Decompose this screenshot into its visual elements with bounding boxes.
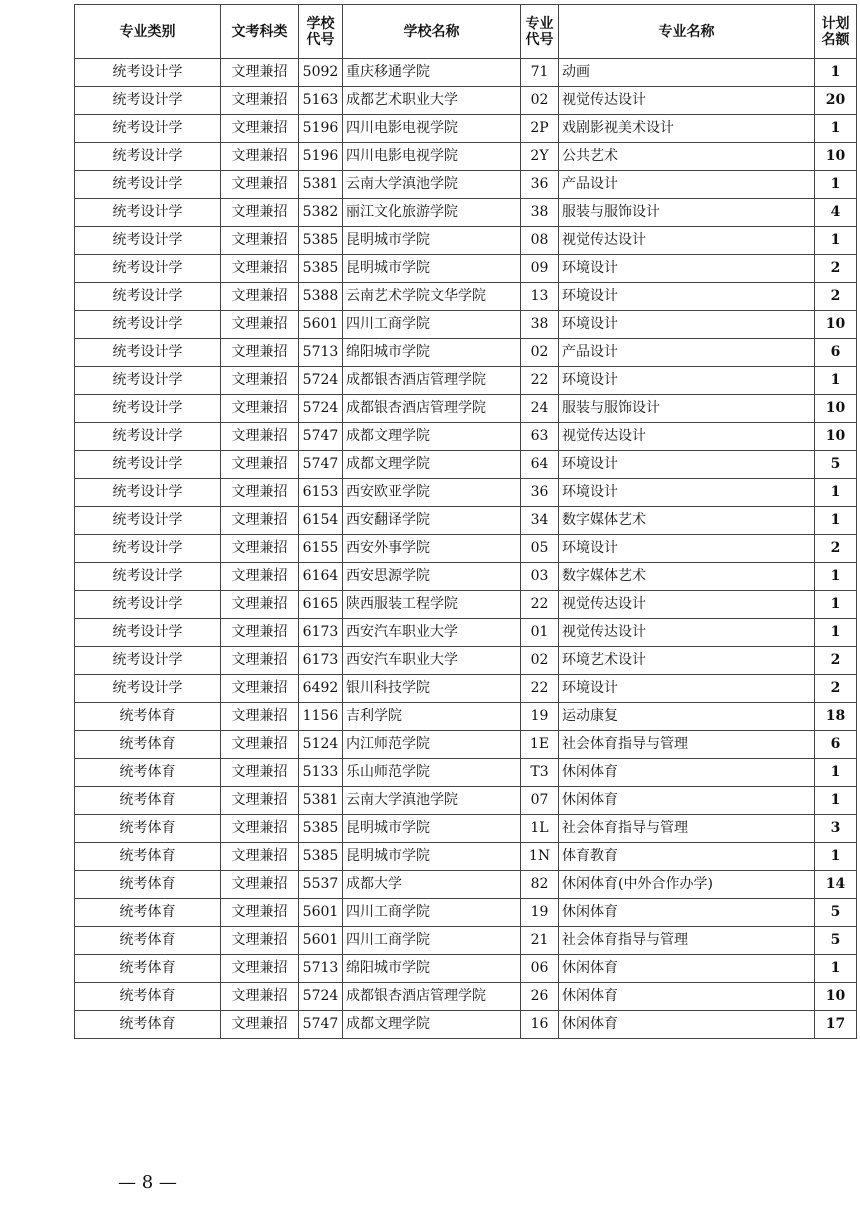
cell-major-name: 休闲体育 (559, 1011, 815, 1039)
cell-school-name: 四川电影电视学院 (343, 143, 521, 171)
cell-category: 统考设计学 (75, 619, 221, 647)
cell-subject: 文理兼招 (221, 339, 299, 367)
cell-major-name: 社会体育指导与管理 (559, 815, 815, 843)
cell-quota: 3 (815, 815, 857, 843)
cell-major-code: 02 (521, 87, 559, 115)
cell-category: 统考体育 (75, 927, 221, 955)
cell-major-name: 休闲体育 (559, 899, 815, 927)
cell-school-code: 6173 (299, 619, 343, 647)
cell-major-code: 22 (521, 675, 559, 703)
table-row (75, 619, 857, 647)
cell-major-name: 休闲体育 (559, 759, 815, 787)
table-row (75, 871, 857, 899)
cell-subject: 文理兼招 (221, 843, 299, 871)
cell-subject: 文理兼招 (221, 59, 299, 87)
cell-major-code: 64 (521, 451, 559, 479)
cell-category: 统考设计学 (75, 115, 221, 143)
cell-quota: 14 (815, 871, 857, 899)
cell-school-name: 成都文理学院 (343, 1011, 521, 1039)
cell-major-name: 环境设计 (559, 283, 815, 311)
cell-school-code: 5385 (299, 227, 343, 255)
cell-quota: 4 (815, 199, 857, 227)
cell-school-name: 成都银杏酒店管理学院 (343, 395, 521, 423)
cell-quota: 1 (815, 171, 857, 199)
cell-major-code: 19 (521, 899, 559, 927)
table-header-row (75, 5, 857, 59)
table-body (75, 59, 857, 1039)
cell-subject: 文理兼招 (221, 143, 299, 171)
cell-subject: 文理兼招 (221, 871, 299, 899)
cell-school-code: 5196 (299, 115, 343, 143)
cell-quota: 2 (815, 675, 857, 703)
table-row (75, 535, 857, 563)
header-quota: 计划名额 (815, 5, 857, 59)
table-row (75, 563, 857, 591)
cell-major-code: 22 (521, 591, 559, 619)
cell-major-name: 环境设计 (559, 535, 815, 563)
cell-quota: 2 (815, 647, 857, 675)
header-subject: 文考科类 (221, 5, 299, 59)
cell-major-name: 环境设计 (559, 311, 815, 339)
cell-school-code: 5124 (299, 731, 343, 759)
cell-subject: 文理兼招 (221, 899, 299, 927)
table-row (75, 983, 857, 1011)
cell-school-name: 西安汽车职业大学 (343, 647, 521, 675)
cell-category: 统考体育 (75, 899, 221, 927)
cell-category: 统考设计学 (75, 171, 221, 199)
cell-school-code: 5381 (299, 787, 343, 815)
cell-quota: 18 (815, 703, 857, 731)
cell-major-code: 38 (521, 199, 559, 227)
cell-major-name: 视觉传达设计 (559, 227, 815, 255)
cell-school-name: 成都文理学院 (343, 451, 521, 479)
cell-school-name: 绵阳城市学院 (343, 339, 521, 367)
cell-subject: 文理兼招 (221, 983, 299, 1011)
cell-major-name: 产品设计 (559, 339, 815, 367)
cell-quota: 1 (815, 507, 857, 535)
cell-category: 统考体育 (75, 787, 221, 815)
cell-major-code: 13 (521, 283, 559, 311)
cell-major-name: 服装与服饰设计 (559, 199, 815, 227)
cell-school-code: 1156 (299, 703, 343, 731)
cell-category: 统考设计学 (75, 647, 221, 675)
cell-school-name: 陕西服装工程学院 (343, 591, 521, 619)
cell-school-name: 四川工商学院 (343, 927, 521, 955)
cell-major-name: 数字媒体艺术 (559, 563, 815, 591)
cell-school-code: 5747 (299, 1011, 343, 1039)
cell-major-name: 环境设计 (559, 451, 815, 479)
cell-major-code: T3 (521, 759, 559, 787)
cell-school-name: 西安欧亚学院 (343, 479, 521, 507)
cell-school-code: 5713 (299, 955, 343, 983)
cell-school-name: 西安汽车职业大学 (343, 619, 521, 647)
cell-school-name: 吉利学院 (343, 703, 521, 731)
cell-category: 统考体育 (75, 759, 221, 787)
cell-category: 统考设计学 (75, 563, 221, 591)
cell-school-name: 丽江文化旅游学院 (343, 199, 521, 227)
header-school-code: 学校代号 (299, 5, 343, 59)
table-row (75, 199, 857, 227)
cell-school-name: 四川工商学院 (343, 311, 521, 339)
cell-school-code: 6153 (299, 479, 343, 507)
cell-school-code: 5385 (299, 815, 343, 843)
cell-school-code: 6165 (299, 591, 343, 619)
cell-major-code: 21 (521, 927, 559, 955)
cell-quota: 10 (815, 143, 857, 171)
cell-subject: 文理兼招 (221, 115, 299, 143)
table-row (75, 339, 857, 367)
cell-major-code: 2Y (521, 143, 559, 171)
cell-quota: 2 (815, 535, 857, 563)
header-major-code: 专业代号 (521, 5, 559, 59)
cell-quota: 6 (815, 731, 857, 759)
cell-subject: 文理兼招 (221, 479, 299, 507)
table-row (75, 395, 857, 423)
cell-subject: 文理兼招 (221, 759, 299, 787)
cell-category: 统考设计学 (75, 591, 221, 619)
header-category: 专业类别 (75, 5, 221, 59)
table-row (75, 731, 857, 759)
cell-quota: 2 (815, 255, 857, 283)
cell-quota: 10 (815, 395, 857, 423)
cell-category: 统考体育 (75, 843, 221, 871)
cell-school-code: 5724 (299, 367, 343, 395)
cell-school-name: 四川工商学院 (343, 899, 521, 927)
cell-quota: 10 (815, 423, 857, 451)
cell-major-code: 09 (521, 255, 559, 283)
table-row (75, 759, 857, 787)
cell-school-name: 成都艺术职业大学 (343, 87, 521, 115)
cell-major-name: 体育教育 (559, 843, 815, 871)
cell-major-name: 休闲体育(中外合作办学) (559, 871, 815, 899)
cell-school-name: 云南大学滇池学院 (343, 171, 521, 199)
cell-subject: 文理兼招 (221, 395, 299, 423)
cell-category: 统考体育 (75, 815, 221, 843)
cell-quota: 1 (815, 759, 857, 787)
cell-major-code: 01 (521, 619, 559, 647)
cell-major-name: 视觉传达设计 (559, 619, 815, 647)
cell-school-name: 四川电影电视学院 (343, 115, 521, 143)
cell-quota: 5 (815, 899, 857, 927)
table-row (75, 507, 857, 535)
cell-category: 统考设计学 (75, 311, 221, 339)
cell-school-code: 5601 (299, 899, 343, 927)
cell-major-name: 社会体育指导与管理 (559, 927, 815, 955)
cell-subject: 文理兼招 (221, 507, 299, 535)
table-row (75, 927, 857, 955)
cell-subject: 文理兼招 (221, 535, 299, 563)
cell-quota: 10 (815, 983, 857, 1011)
cell-major-name: 环境设计 (559, 367, 815, 395)
cell-major-name: 休闲体育 (559, 955, 815, 983)
cell-major-code: 19 (521, 703, 559, 731)
cell-subject: 文理兼招 (221, 171, 299, 199)
cell-subject: 文理兼招 (221, 815, 299, 843)
cell-subject: 文理兼招 (221, 367, 299, 395)
cell-major-code: 06 (521, 955, 559, 983)
cell-major-code: 38 (521, 311, 559, 339)
cell-school-name: 西安外事学院 (343, 535, 521, 563)
cell-subject: 文理兼招 (221, 1011, 299, 1039)
table-row (75, 815, 857, 843)
cell-quota: 1 (815, 115, 857, 143)
cell-quota: 20 (815, 87, 857, 115)
cell-school-code: 6164 (299, 563, 343, 591)
cell-quota: 1 (815, 563, 857, 591)
table-row (75, 899, 857, 927)
cell-subject: 文理兼招 (221, 955, 299, 983)
cell-major-name: 休闲体育 (559, 787, 815, 815)
table-row (75, 367, 857, 395)
cell-major-name: 视觉传达设计 (559, 591, 815, 619)
cell-subject: 文理兼招 (221, 227, 299, 255)
cell-category: 统考设计学 (75, 507, 221, 535)
cell-category: 统考设计学 (75, 283, 221, 311)
cell-school-code: 5747 (299, 451, 343, 479)
cell-school-code: 5724 (299, 395, 343, 423)
cell-school-name: 成都银杏酒店管理学院 (343, 983, 521, 1011)
table-row (75, 591, 857, 619)
cell-category: 统考设计学 (75, 675, 221, 703)
cell-major-code: 26 (521, 983, 559, 1011)
cell-school-name: 昆明城市学院 (343, 843, 521, 871)
cell-subject: 文理兼招 (221, 731, 299, 759)
cell-category: 统考设计学 (75, 367, 221, 395)
cell-quota: 1 (815, 59, 857, 87)
table-row (75, 255, 857, 283)
cell-school-name: 昆明城市学院 (343, 815, 521, 843)
cell-subject: 文理兼招 (221, 927, 299, 955)
cell-school-code: 6154 (299, 507, 343, 535)
cell-major-code: 02 (521, 339, 559, 367)
cell-major-name: 社会体育指导与管理 (559, 731, 815, 759)
cell-quota: 1 (815, 787, 857, 815)
cell-school-name: 成都文理学院 (343, 423, 521, 451)
cell-subject: 文理兼招 (221, 255, 299, 283)
cell-quota: 2 (815, 283, 857, 311)
cell-quota: 1 (815, 479, 857, 507)
table-row (75, 479, 857, 507)
cell-school-name: 昆明城市学院 (343, 255, 521, 283)
cell-category: 统考设计学 (75, 339, 221, 367)
header-major-name: 专业名称 (559, 5, 815, 59)
cell-quota: 1 (815, 619, 857, 647)
cell-quota: 5 (815, 927, 857, 955)
cell-quota: 10 (815, 311, 857, 339)
cell-category: 统考设计学 (75, 199, 221, 227)
admission-plan-table (74, 4, 857, 1039)
cell-subject: 文理兼招 (221, 87, 299, 115)
cell-school-code: 5537 (299, 871, 343, 899)
cell-major-code: 22 (521, 367, 559, 395)
table-row (75, 787, 857, 815)
cell-subject: 文理兼招 (221, 703, 299, 731)
cell-subject: 文理兼招 (221, 451, 299, 479)
table-row (75, 87, 857, 115)
cell-quota: 1 (815, 591, 857, 619)
table-row (75, 1011, 857, 1039)
cell-major-code: 24 (521, 395, 559, 423)
cell-school-code: 5724 (299, 983, 343, 1011)
cell-school-code: 6173 (299, 647, 343, 675)
cell-school-code: 5133 (299, 759, 343, 787)
cell-school-name: 乐山师范学院 (343, 759, 521, 787)
cell-major-code: 1E (521, 731, 559, 759)
cell-quota: 1 (815, 367, 857, 395)
cell-major-name: 环境设计 (559, 479, 815, 507)
cell-school-name: 绵阳城市学院 (343, 955, 521, 983)
cell-quota: 5 (815, 451, 857, 479)
cell-quota: 1 (815, 227, 857, 255)
cell-major-name: 环境设计 (559, 675, 815, 703)
cell-quota: 1 (815, 843, 857, 871)
cell-subject: 文理兼招 (221, 311, 299, 339)
cell-quota: 1 (815, 955, 857, 983)
cell-category: 统考设计学 (75, 451, 221, 479)
cell-major-name: 视觉传达设计 (559, 87, 815, 115)
table-row (75, 955, 857, 983)
cell-school-name: 云南艺术学院文华学院 (343, 283, 521, 311)
cell-major-code: 07 (521, 787, 559, 815)
table-row (75, 115, 857, 143)
cell-category: 统考设计学 (75, 143, 221, 171)
cell-school-name: 西安翻译学院 (343, 507, 521, 535)
cell-major-name: 环境艺术设计 (559, 647, 815, 675)
cell-category: 统考体育 (75, 1011, 221, 1039)
cell-category: 统考设计学 (75, 535, 221, 563)
table-row (75, 171, 857, 199)
cell-school-code: 5092 (299, 59, 343, 87)
table-row (75, 227, 857, 255)
cell-subject: 文理兼招 (221, 591, 299, 619)
cell-subject: 文理兼招 (221, 647, 299, 675)
cell-school-name: 重庆移通学院 (343, 59, 521, 87)
cell-major-name: 数字媒体艺术 (559, 507, 815, 535)
cell-subject: 文理兼招 (221, 199, 299, 227)
cell-category: 统考设计学 (75, 87, 221, 115)
cell-major-name: 环境设计 (559, 255, 815, 283)
cell-category: 统考体育 (75, 871, 221, 899)
cell-major-name: 产品设计 (559, 171, 815, 199)
cell-school-code: 6492 (299, 675, 343, 703)
cell-major-name: 动画 (559, 59, 815, 87)
cell-school-name: 银川科技学院 (343, 675, 521, 703)
cell-subject: 文理兼招 (221, 619, 299, 647)
cell-major-code: 63 (521, 423, 559, 451)
cell-quota: 17 (815, 1011, 857, 1039)
cell-major-code: 2P (521, 115, 559, 143)
cell-category: 统考设计学 (75, 423, 221, 451)
cell-category: 统考体育 (75, 983, 221, 1011)
cell-major-name: 运动康复 (559, 703, 815, 731)
table-row (75, 283, 857, 311)
table-row (75, 59, 857, 87)
cell-major-code: 03 (521, 563, 559, 591)
cell-major-code: 36 (521, 479, 559, 507)
cell-school-code: 5163 (299, 87, 343, 115)
cell-school-name: 内江师范学院 (343, 731, 521, 759)
cell-major-code: 82 (521, 871, 559, 899)
cell-category: 统考设计学 (75, 59, 221, 87)
cell-school-name: 成都大学 (343, 871, 521, 899)
cell-major-name: 公共艺术 (559, 143, 815, 171)
cell-major-name: 戏剧影视美术设计 (559, 115, 815, 143)
cell-major-code: 08 (521, 227, 559, 255)
cell-category: 统考体育 (75, 955, 221, 983)
cell-category: 统考体育 (75, 731, 221, 759)
cell-subject: 文理兼招 (221, 675, 299, 703)
table-row (75, 843, 857, 871)
cell-subject: 文理兼招 (221, 787, 299, 815)
cell-category: 统考体育 (75, 703, 221, 731)
cell-school-code: 5381 (299, 171, 343, 199)
table-row (75, 675, 857, 703)
header-school-name: 学校名称 (343, 5, 521, 59)
cell-major-code: 16 (521, 1011, 559, 1039)
cell-school-code: 5601 (299, 311, 343, 339)
table-row (75, 423, 857, 451)
table-row (75, 647, 857, 675)
cell-school-code: 5382 (299, 199, 343, 227)
cell-major-code: 1L (521, 815, 559, 843)
cell-category: 统考设计学 (75, 395, 221, 423)
cell-category: 统考设计学 (75, 227, 221, 255)
cell-major-name: 服装与服饰设计 (559, 395, 815, 423)
cell-school-code: 5713 (299, 339, 343, 367)
cell-major-code: 05 (521, 535, 559, 563)
cell-major-code: 02 (521, 647, 559, 675)
cell-subject: 文理兼招 (221, 423, 299, 451)
table-row (75, 311, 857, 339)
cell-school-code: 6155 (299, 535, 343, 563)
cell-school-code: 5601 (299, 927, 343, 955)
cell-category: 统考设计学 (75, 255, 221, 283)
cell-school-code: 5747 (299, 423, 343, 451)
table-row (75, 143, 857, 171)
cell-school-name: 昆明城市学院 (343, 227, 521, 255)
cell-major-code: 34 (521, 507, 559, 535)
cell-major-code: 1N (521, 843, 559, 871)
cell-school-name: 云南大学滇池学院 (343, 787, 521, 815)
cell-major-name: 休闲体育 (559, 983, 815, 1011)
cell-school-code: 5196 (299, 143, 343, 171)
cell-school-code: 5385 (299, 255, 343, 283)
cell-subject: 文理兼招 (221, 563, 299, 591)
cell-category: 统考设计学 (75, 479, 221, 507)
cell-school-name: 西安思源学院 (343, 563, 521, 591)
cell-quota: 6 (815, 339, 857, 367)
table-row (75, 703, 857, 731)
cell-school-name: 成都银杏酒店管理学院 (343, 367, 521, 395)
cell-major-code: 71 (521, 59, 559, 87)
page-number: — 8 — (118, 1172, 177, 1193)
cell-major-code: 36 (521, 171, 559, 199)
cell-subject: 文理兼招 (221, 283, 299, 311)
cell-major-name: 视觉传达设计 (559, 423, 815, 451)
cell-school-code: 5388 (299, 283, 343, 311)
table-row (75, 451, 857, 479)
cell-school-code: 5385 (299, 843, 343, 871)
